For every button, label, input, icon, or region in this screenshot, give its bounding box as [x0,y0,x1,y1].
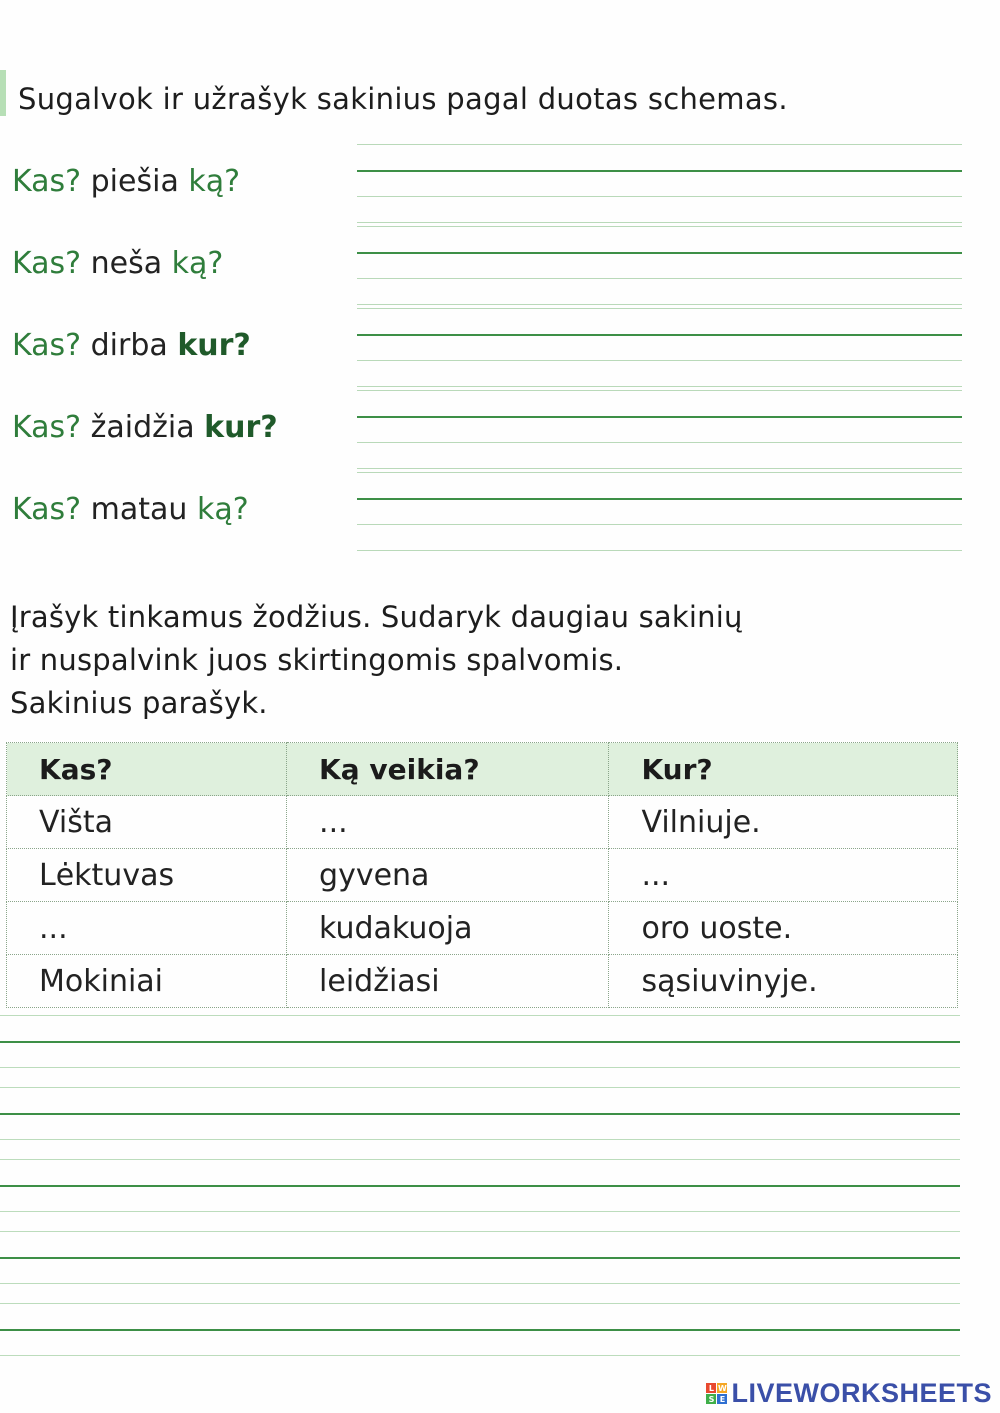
writing-line[interactable] [357,304,962,305]
verb: žaidžia [90,410,195,445]
writing-line[interactable] [357,222,962,223]
answer-line[interactable] [0,1329,960,1331]
logo-cell: W [718,1383,727,1393]
instruction-line: Sakinius parašyk. [10,686,268,720]
writing-line[interactable] [357,226,962,227]
table-cell: Mokiniai [7,955,287,1008]
table-cell: gyvena [287,849,609,902]
verb: neša [90,246,163,281]
object-question: ką? [188,164,241,199]
header-ka-veikia: Ką veikia? [287,743,609,796]
who-question: Kas? [12,492,82,527]
who-question: Kas? [12,410,82,445]
writing-line[interactable] [357,386,962,387]
object-question: ką? [171,246,224,281]
schema-label [12,410,278,445]
schema-label [12,492,249,527]
writing-line[interactable] [357,278,962,279]
answer-line[interactable] [0,1041,960,1043]
who-question: Kas? [12,246,82,281]
answer-line[interactable] [0,1067,960,1068]
instruction-line: Įrašyk tinkamus žodžius. Sudaryk daugiau sakinių [10,600,743,634]
who-question: Kas? [12,164,82,199]
writing-line[interactable] [357,416,962,418]
table-cell: leidžiasi [287,955,609,1008]
answer-line[interactable] [0,1303,960,1304]
word-table [6,742,958,1008]
table-row [7,902,958,955]
schema-label [12,328,251,363]
answer-lines [0,1015,960,1385]
writing-line[interactable] [357,498,962,500]
sentence-schema-row [12,306,962,396]
liveworksheets-logo-icon [706,1383,727,1404]
answer-line[interactable] [0,1231,960,1232]
table-cell: kudakuoja [287,902,609,955]
instruction-line: ir nuspalvink juos skirtingomis spalvomis. [10,643,624,677]
sentence-schema-row [12,470,962,560]
sentence-schema-row [12,224,962,314]
table-row [7,955,958,1008]
table-cell: Višta [7,796,287,849]
footer-brand [706,1378,992,1409]
answer-line[interactable] [0,1139,960,1140]
table-cell: sąsiuvinyje. [609,955,958,1008]
table-header-row [7,743,958,796]
answer-line[interactable] [0,1185,960,1187]
exercise1-instruction: Sugalvok ir užrašyk sakinius pagal duotas schemas. [18,82,788,116]
writing-line[interactable] [357,334,962,336]
object-question: ką? [196,492,249,527]
exercise-marker [0,70,6,116]
writing-line[interactable] [357,252,962,254]
writing-line[interactable] [357,550,962,551]
verb: matau [90,492,188,527]
table-cell: ... [287,796,609,849]
writing-line[interactable] [357,144,962,145]
table-cell: Vilniuje. [609,796,958,849]
table-cell: Lėktuvas [7,849,287,902]
object-question: kur? [204,410,278,445]
brand-name: LIVEWORKSHEETS [731,1378,992,1408]
table-row [7,796,958,849]
table-cell: ... [7,902,287,955]
writing-line[interactable] [357,442,962,443]
schema-label [12,246,223,281]
answer-line[interactable] [0,1113,960,1115]
table-row [7,849,958,902]
table-cell: oro uoste. [609,902,958,955]
who-question: Kas? [12,328,82,363]
writing-line[interactable] [357,360,962,361]
answer-line[interactable] [0,1159,960,1160]
writing-line[interactable] [357,170,962,172]
answer-line[interactable] [0,1283,960,1284]
answer-line[interactable] [0,1211,960,1212]
sentence-schema-row [12,142,962,232]
header-kur: Kur? [609,743,958,796]
header-kas: Kas? [7,743,287,796]
object-question: kur? [177,328,251,363]
answer-line[interactable] [0,1355,960,1356]
logo-cell: L [706,1383,716,1393]
schema-label [12,164,240,199]
exercise2-instruction [10,596,743,725]
logo-cell: S [706,1394,716,1404]
logo-cell: E [717,1394,727,1404]
writing-line[interactable] [357,308,962,309]
verb: piešia [90,164,179,199]
writing-line[interactable] [357,468,962,469]
verb: dirba [90,328,168,363]
answer-line[interactable] [0,1257,960,1259]
sentence-schema-row [12,388,962,478]
table-cell: ... [609,849,958,902]
writing-line[interactable] [357,196,962,197]
writing-line[interactable] [357,390,962,391]
answer-line[interactable] [0,1087,960,1088]
writing-line[interactable] [357,472,962,473]
answer-line[interactable] [0,1015,960,1016]
writing-line[interactable] [357,524,962,525]
